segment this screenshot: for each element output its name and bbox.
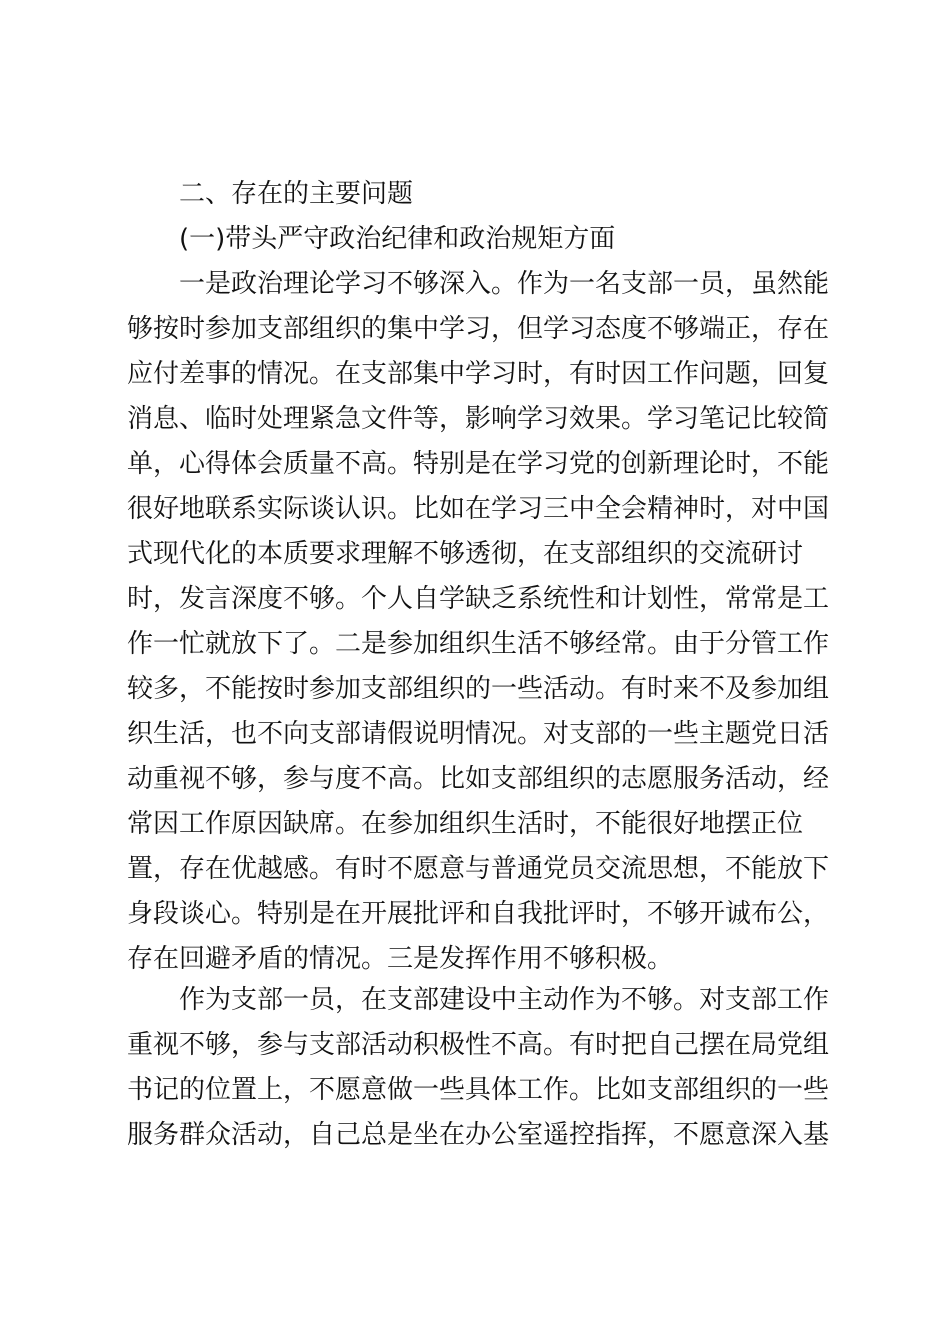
section-heading: 二、存在的主要问题 (179, 179, 414, 209)
subsection-heading: (一)带头严守政治纪律和政治规矩方面 (179, 224, 616, 254)
paragraph-line: 重视不够，参与支部活动积极性不高。有时把自己摆在局党组 (127, 1030, 830, 1060)
paragraph-line: 应付差事的情况。在支部集中学习时，有时因工作问题，回复 (127, 359, 830, 389)
paragraph-line: 够按时参加支部组织的集中学习，但学习态度不够端正，存在 (127, 314, 830, 344)
paragraph-line: 存在回避矛盾的情况。三是发挥作用不够积极。 (127, 944, 674, 974)
paragraph-line: 单，心得体会质量不高。特别是在学习党的创新理论时，不能 (127, 449, 830, 479)
paragraph-1 (127, 262, 830, 982)
paragraph-line: 书记的位置上，不愿意做一些具体工作。比如支部组织的一些 (127, 1075, 830, 1105)
paragraph-line: 动重视不够，参与度不高。比如支部组织的志愿服务活动，经 (127, 764, 830, 794)
paragraph-line: 较多，不能按时参加支部组织的一些活动。有时来不及参加组 (127, 674, 830, 704)
paragraph-2 (127, 978, 830, 1158)
paragraph-line: 很好地联系实际谈认识。比如在学习三中全会精神时，对中国 (127, 494, 830, 524)
paragraph-line: 织生活，也不向支部请假说明情况。对支部的一些主题党日活 (127, 719, 830, 749)
paragraph-line: 置，存在优越感。有时不愿意与普通党员交流思想，不能放下 (127, 854, 830, 884)
paragraph-line: 常因工作原因缺席。在参加组织生活时，不能很好地摆正位 (127, 809, 804, 839)
paragraph-line: 作为支部一员，在支部建设中主动作为不够。对支部工作 (127, 985, 830, 1015)
paragraph-line: 消息、临时处理紧急文件等，影响学习效果。学习笔记比较简 (127, 404, 830, 434)
paragraph-line: 作一忙就放下了。二是参加组织生活不够经常。由于分管工作 (127, 629, 830, 659)
paragraph-line: 式现代化的本质要求理解不够透彻，在支部组织的交流研讨 (127, 539, 804, 569)
paragraph-line: 服务群众活动，自己总是坐在办公室遥控指挥，不愿意深入基 (127, 1120, 830, 1150)
paragraph-line: 一是政治理论学习不够深入。作为一名支部一员，虽然能 (127, 269, 830, 299)
paragraph-line: 身段谈心。特别是在开展批评和自我批评时，不够开诚布公， (127, 899, 830, 929)
headings (127, 172, 827, 262)
paragraph-line: 时，发言深度不够。个人自学缺乏系统性和计划性，常常是工 (127, 584, 830, 614)
